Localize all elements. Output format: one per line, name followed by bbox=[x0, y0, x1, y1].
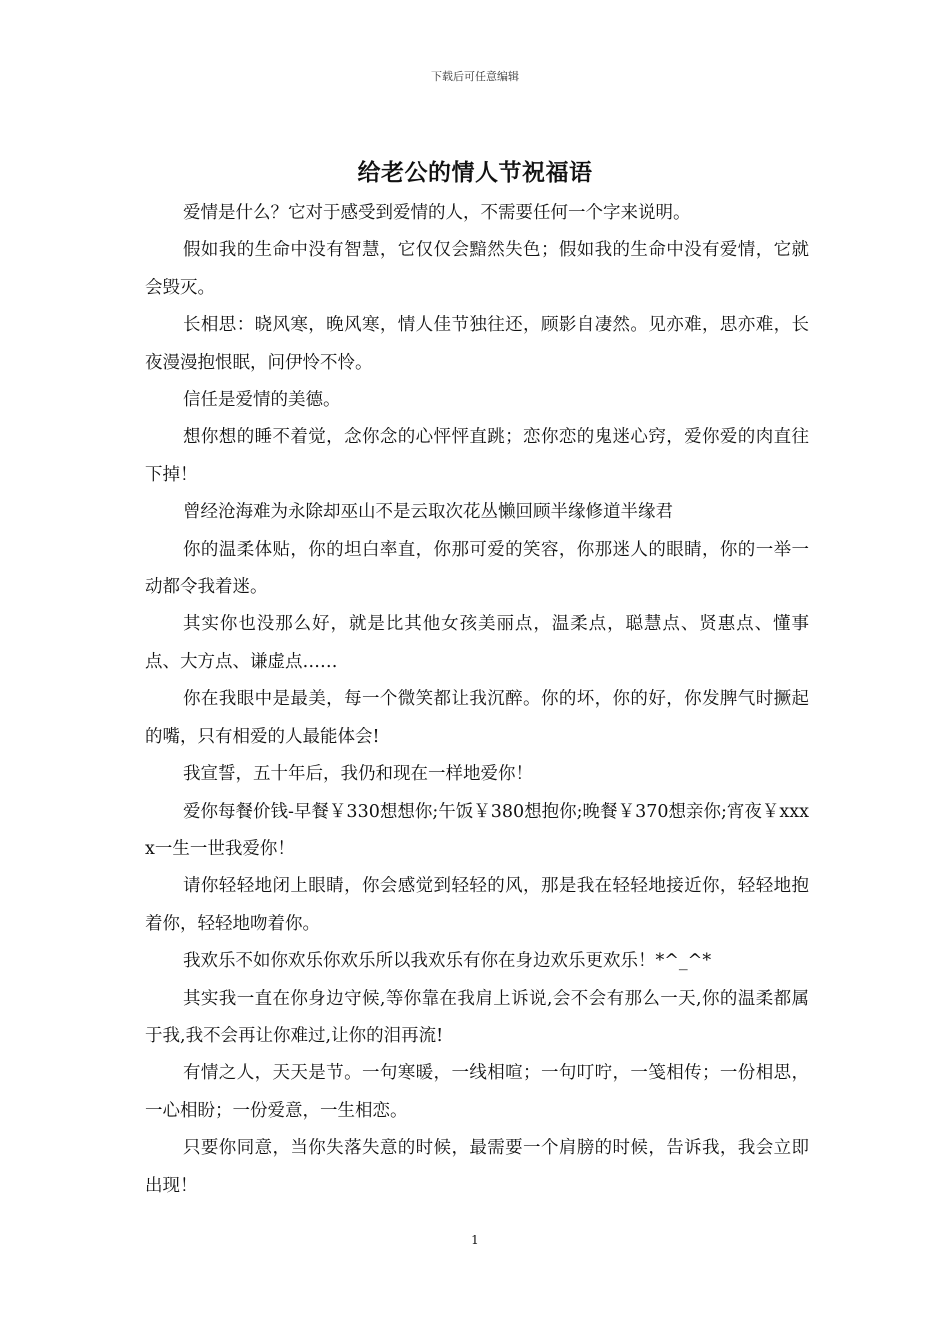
paragraph: 爱你每餐价钱-早餐￥330想想你;午饭￥380想抱你;晚餐￥370想亲你;宵夜￥xxxx一生一世我爱你！ bbox=[145, 801, 809, 859]
paragraph: 想你想的睡不着觉，念你念的心怦怦直跳；恋你恋的鬼迷心窍，爱你爱的肉直往下掉！ bbox=[145, 427, 809, 485]
paragraph: 爱情是什么？它对于感受到爱情的人，不需要任何一个字来说明。 bbox=[183, 203, 691, 223]
document-title: 给老公的情人节祝福语 bbox=[357, 159, 593, 186]
paragraph: 其实你也没那么好，就是比其他女孩美丽点，温柔点，聪慧点、贤惠点、懂事点、大方点、谦虚点…… bbox=[145, 614, 809, 672]
header-note: 下载后可任意编辑 bbox=[431, 70, 519, 83]
paragraph: 有情之人，天天是节。一句寒暖，一线相喧；一句叮咛，一笺相传；一份相思，一心相盼；一份爱意，一生相恋。 bbox=[145, 1063, 809, 1121]
document-body bbox=[145, 195, 809, 1205]
paragraph: 其实我一直在你身边守候,等你靠在我肩上诉说,会不会有那么一天,你的温柔都属于我,我不会再让你难过,让你的泪再流! bbox=[145, 988, 809, 1046]
paragraph: 我欢乐不如你欢乐你欢乐所以我欢乐有你在身边欢乐更欢乐！*^_^* bbox=[183, 951, 712, 972]
paragraph: 曾经沧海难为永除却巫山不是云取次花丛懒回顾半缘修道半缘君 bbox=[183, 502, 673, 523]
paragraph: 假如我的生命中没有智慧，它仅仅会黯然失色；假如我的生命中没有爱情，它就会毁灭。 bbox=[145, 240, 809, 298]
paragraph: 你的温柔体贴，你的坦白率直，你那可爱的笑容，你那迷人的眼睛，你的一举一动都令我着迷。 bbox=[145, 539, 809, 598]
paragraph: 只要你同意，当你失落失意的时候，最需要一个肩膀的时候，告诉我，我会立即出现！ bbox=[145, 1138, 809, 1196]
paragraph: 请你轻轻地闭上眼睛，你会感觉到轻轻的风，那是我在轻轻地接近你，轻轻地抱着你，轻轻地吻着你。 bbox=[145, 876, 809, 934]
paragraph: 信任是爱情的美德。 bbox=[183, 390, 341, 411]
page-number: 1 bbox=[471, 1233, 479, 1247]
paragraph: 长相思：晓风寒，晚风寒，情人佳节独往还，顾影自凄然。见亦难，思亦难，长夜漫漫抱恨眠，问伊怜不怜。 bbox=[145, 315, 809, 373]
paragraph: 我宣誓，五十年后，我仍和现在一样地爱你！ bbox=[183, 764, 533, 785]
paragraph: 你在我眼中是最美，每一个微笑都让我沉醉。你的坏，你的好，你发脾气时撅起的嘴，只有相爱的人最能体会! bbox=[145, 689, 809, 747]
